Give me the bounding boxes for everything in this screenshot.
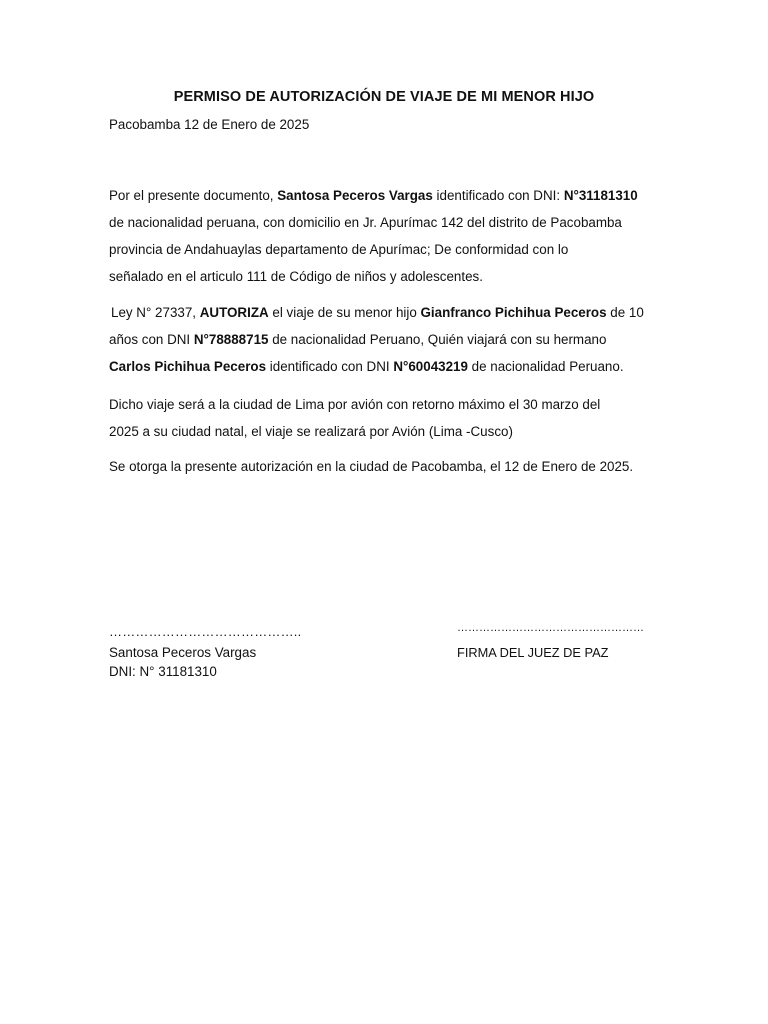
signer-name: Santosa Peceros Vargas (109, 645, 257, 660)
text-span: de 10 (606, 305, 644, 320)
text-span: años con DNI (109, 332, 194, 347)
place-date: Pacobamba 12 de Enero de 2025 (109, 117, 310, 132)
text-span: Por el presente documento, (109, 188, 278, 203)
paragraph-3-line-2: 2025 a su ciudad natal, el viaje se realizará por Avión (Lima -Cusco) (109, 424, 513, 439)
text-span: de nacionalidad Peruano. (467, 359, 624, 374)
brother-name: Carlos Pichihua Peceros (109, 359, 267, 374)
paragraph-3-line-1: Dicho viaje será a la ciudad de Lima por avión con retorno máximo el 30 marzo del (109, 397, 601, 412)
child-dni: N°78888715 (193, 332, 269, 347)
document-title: PERMISO DE AUTORIZACIÓN DE VIAJE DE MI MENOR HIJO (173, 89, 595, 105)
signature-line-right: …………………………………………… (457, 622, 644, 634)
signature-line-left: …………………………………….. (109, 624, 302, 639)
parent-dni: N°31181310 (563, 188, 638, 203)
text-span: identificado con DNI (266, 359, 394, 374)
paragraph-1-line-1 (109, 187, 638, 205)
brother-dni: N°60043219 (393, 359, 468, 374)
child-name: Gianfranco Pichihua Peceros (420, 305, 607, 320)
judge-signature-label: FIRMA DEL JUEZ DE PAZ (457, 645, 609, 660)
text-span: el viaje de su menor hijo (268, 305, 421, 320)
paragraph-4: Se otorga la presente autorización en la ciudad de Pacobamba, el 12 de Enero de 2025. (109, 459, 634, 474)
paragraph-2-line-3 (109, 358, 624, 376)
text-span: de nacionalidad Peruano, Quién viajará con su hermano (268, 332, 607, 347)
paragraph-2-line-1 (111, 304, 644, 322)
paragraph-2-line-2 (109, 331, 606, 349)
text-span: identificado con DNI: (432, 188, 564, 203)
paragraph-1-line-2: de nacionalidad peruana, con domicilio en Jr. Apurímac 142 del distrito de Pacobamba (109, 215, 622, 230)
parent-name: Santosa Peceros Vargas (277, 188, 433, 203)
text-span: Ley N° 27337, (111, 305, 200, 320)
autoriza-keyword: AUTORIZA (199, 305, 269, 320)
paragraph-1-line-4: señalado en el articulo 111 de Código de niños y adolescentes. (109, 269, 483, 284)
signer-dni: DNI: N° 31181310 (109, 664, 217, 679)
paragraph-1-line-3: provincia de Andahuaylas departamento de Apurímac; De conformidad con lo (109, 242, 569, 257)
